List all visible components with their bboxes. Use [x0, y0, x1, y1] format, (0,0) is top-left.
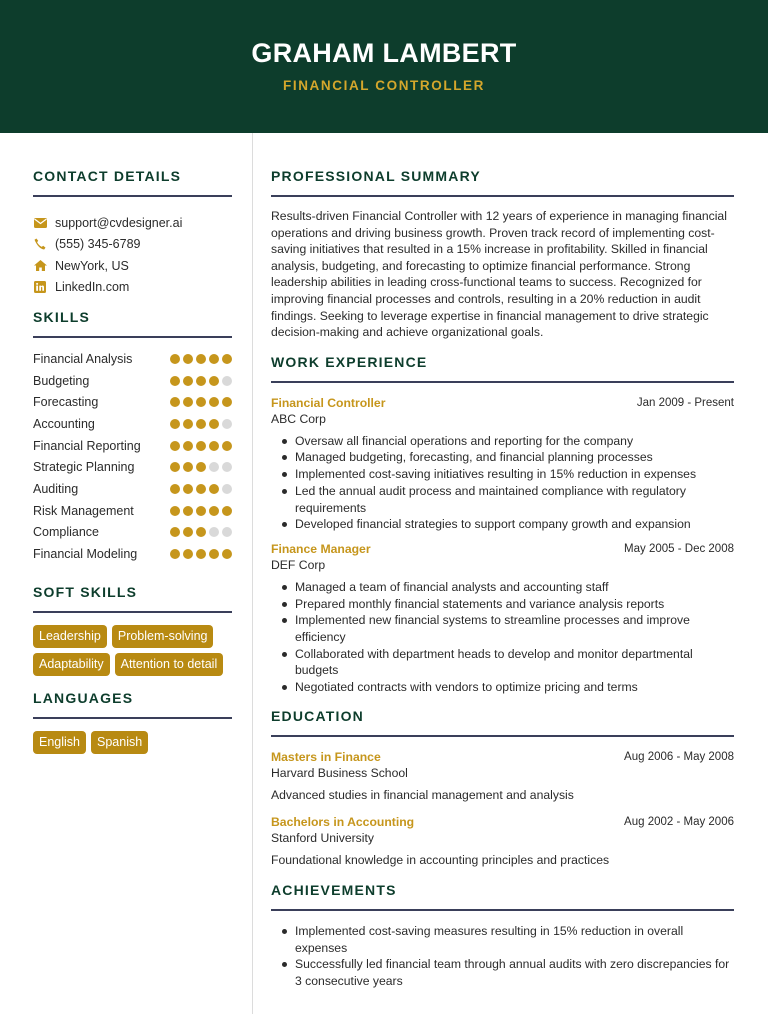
skills-section — [33, 309, 232, 565]
rating-dot-filled — [170, 376, 180, 386]
rating-dot-filled — [170, 506, 180, 516]
skill-row — [33, 522, 232, 544]
section-rule — [33, 717, 232, 719]
experience-title: WORK EXPERIENCE — [271, 353, 428, 370]
education-date: Aug 2002 - May 2006 — [624, 815, 734, 828]
rating-dot-filled — [170, 397, 180, 407]
rating-dot-filled — [209, 397, 219, 407]
email-text: support@cvdesigner.ai — [55, 215, 183, 230]
job-bullets — [279, 579, 734, 696]
skill-rating — [170, 484, 232, 494]
rating-dot-filled — [170, 549, 180, 559]
summary-title: PROFESSIONAL SUMMARY — [271, 168, 481, 184]
education-date: Aug 2006 - May 2008 — [624, 750, 734, 763]
education-title: EDUCATION — [271, 707, 364, 724]
job-bullet: Implemented cost-saving initiatives resulting in 15% reduction in expenses — [279, 466, 734, 483]
rating-dot-filled — [183, 376, 193, 386]
education-header — [271, 749, 734, 765]
summary-section — [271, 168, 734, 341]
skill-rating — [170, 441, 232, 451]
rating-dot-filled — [209, 354, 219, 364]
job-bullets — [279, 433, 734, 533]
job-bullet: Led the annual audit process and maintained compliance with regulatory requirements — [279, 483, 734, 516]
job-title: Finance Manager — [271, 541, 371, 556]
skill-row — [33, 456, 232, 478]
language-tags — [33, 731, 232, 754]
skill-rating — [170, 506, 232, 516]
rating-dot-filled — [183, 462, 193, 472]
rating-dot-filled — [183, 441, 193, 451]
job-date: Jan 2009 - Present — [636, 396, 734, 409]
skill-name: Accounting — [33, 416, 95, 431]
rating-dot-filled — [222, 549, 232, 559]
skill-row — [33, 370, 232, 392]
phone-icon — [33, 237, 47, 251]
job-entry — [271, 395, 734, 533]
job-bullet: Managed budgeting, forecasting, and financial planning processes — [279, 449, 734, 466]
skill-name: Financial Reporting — [33, 438, 141, 453]
summary-text: Results-driven Financial Controller with 12 years of experience in managing financial operations and driving business growth. Proven track record of implementing cost-saving initiatives that resulted in a 15% increase in profitability. Skilled in financial analysis, budgeting, and forecasting to optimize financial performance. Strong leadership abilities in leading cross-functional teams to success. Recognized for improving financial processes and controls, resulting in a 20% reduction in audit findings. Seeking to leverage expertise in financial management to drive strategic decision-making and achieve organizational goals. — [271, 209, 727, 340]
rating-dot-filled — [170, 354, 180, 364]
skill-rating — [170, 397, 232, 407]
rating-dot-filled — [209, 549, 219, 559]
rating-dot-filled — [222, 354, 232, 364]
rating-dot-filled — [222, 397, 232, 407]
degree-title: Masters in Finance — [271, 749, 381, 764]
contact-phone — [33, 234, 232, 256]
skill-name: Risk Management — [33, 503, 134, 518]
rating-dot-empty — [222, 462, 232, 472]
languages-section — [33, 690, 232, 754]
rating-dot-filled — [196, 506, 206, 516]
job-title: Financial Controller — [271, 395, 386, 410]
education-entry — [271, 749, 734, 804]
section-rule — [271, 381, 734, 383]
skill-rating — [170, 419, 232, 429]
achievements-list — [279, 923, 734, 990]
rating-dot-filled — [183, 506, 193, 516]
skill-row — [33, 543, 232, 565]
job-header — [271, 541, 734, 557]
rating-dot-filled — [170, 527, 180, 537]
rating-dot-filled — [196, 419, 206, 429]
rating-dot-empty — [209, 527, 219, 537]
left-column — [33, 133, 232, 754]
section-rule — [271, 195, 734, 197]
skill-row — [33, 348, 232, 370]
skill-name: Financial Modeling — [33, 547, 138, 562]
school-name: Harvard Business School — [271, 765, 408, 780]
rating-dot-filled — [183, 484, 193, 494]
language-tag: English — [33, 731, 86, 754]
rating-dot-empty — [222, 376, 232, 386]
rating-dot-filled — [183, 354, 193, 364]
achievements-section — [271, 882, 734, 990]
resume-header — [0, 0, 768, 133]
skill-name: Strategic Planning — [33, 460, 135, 475]
section-rule — [271, 909, 734, 911]
rating-dot-filled — [209, 484, 219, 494]
skill-rating — [170, 354, 232, 364]
rating-dot-filled — [183, 527, 193, 537]
rating-dot-filled — [196, 441, 206, 451]
skills-list — [33, 348, 232, 565]
job-bullet: Implemented new financial systems to streamline processes and improve efficiency — [279, 612, 734, 645]
skill-row — [33, 478, 232, 500]
job-bullet: Collaborated with department heads to develop and monitor departmental budgets — [279, 646, 734, 679]
rating-dot-filled — [196, 354, 206, 364]
section-rule — [271, 735, 734, 737]
contact-email — [33, 212, 232, 234]
skill-name: Financial Analysis — [33, 351, 133, 366]
skill-row — [33, 391, 232, 413]
rating-dot-filled — [209, 506, 219, 516]
languages-title: LANGUAGES — [33, 689, 134, 706]
language-tag: Spanish — [91, 731, 148, 754]
section-rule — [33, 195, 232, 197]
skill-rating — [170, 527, 232, 537]
envelope-icon — [33, 216, 47, 230]
rating-dot-filled — [170, 441, 180, 451]
education-description: Advanced studies in financial management and analysis — [271, 787, 574, 802]
skill-name: Auditing — [33, 481, 79, 496]
phone-text: (555) 345-6789 — [55, 237, 141, 252]
achievements-title: ACHIEVEMENTS — [271, 881, 397, 898]
skill-row — [33, 435, 232, 457]
rating-dot-filled — [170, 419, 180, 429]
job-bullet: Managed a team of financial analysts and accounting staff — [279, 579, 734, 596]
job-company: ABC Corp — [271, 411, 326, 426]
rating-dot-filled — [222, 506, 232, 516]
job-list — [271, 395, 734, 696]
right-column — [271, 133, 734, 990]
rating-dot-filled — [170, 462, 180, 472]
skill-row — [33, 413, 232, 435]
degree-title: Bachelors in Accounting — [271, 814, 415, 829]
rating-dot-filled — [209, 419, 219, 429]
achievement-item: Implemented cost-saving measures resulting in 15% reduction in overall expenses — [279, 923, 734, 956]
soft-skills-title: SOFT SKILLS — [33, 583, 138, 600]
rating-dot-filled — [183, 419, 193, 429]
rating-dot-empty — [222, 419, 232, 429]
rating-dot-empty — [222, 484, 232, 494]
skill-name: Forecasting — [33, 395, 99, 410]
skill-rating — [170, 549, 232, 559]
rating-dot-filled — [183, 549, 193, 559]
linkedin-text[interactable]: LinkedIn.com — [55, 280, 130, 295]
candidate-name: GRAHAM LAMBERT — [251, 38, 517, 68]
section-rule — [33, 611, 232, 613]
rating-dot-filled — [183, 397, 193, 407]
column-divider — [252, 133, 253, 1014]
skill-name: Budgeting — [33, 373, 90, 388]
achievement-item: Successfully led financial team through annual audits with zero discrepancies for 3 consecutive years — [279, 956, 734, 989]
job-bullet: Negotiated contracts with vendors to optimize pricing and terms — [279, 679, 734, 696]
school-name: Stanford University — [271, 830, 374, 845]
soft-skills-section — [33, 584, 232, 676]
rating-dot-empty — [209, 462, 219, 472]
skill-name: Compliance — [33, 525, 100, 540]
rating-dot-filled — [196, 462, 206, 472]
soft-skills-tags — [33, 625, 232, 676]
candidate-role: FINANCIAL CONTROLLER — [283, 78, 485, 93]
rating-dot-filled — [170, 484, 180, 494]
skill-row — [33, 500, 232, 522]
contact-section — [33, 168, 232, 298]
rating-dot-filled — [196, 484, 206, 494]
job-company: DEF Corp — [271, 557, 326, 572]
home-icon — [33, 259, 47, 273]
contact-title: CONTACT DETAILS — [33, 168, 182, 184]
section-rule — [33, 336, 232, 338]
job-bullet: Developed financial strategies to support company growth and expansion — [279, 516, 734, 533]
rating-dot-filled — [222, 441, 232, 451]
education-list — [271, 749, 734, 869]
education-entry — [271, 814, 734, 869]
rating-dot-filled — [196, 397, 206, 407]
rating-dot-filled — [209, 441, 219, 451]
job-bullet: Prepared monthly financial statements and variance analysis reports — [279, 596, 734, 613]
rating-dot-filled — [209, 376, 219, 386]
rating-dot-empty — [222, 527, 232, 537]
rating-dot-filled — [196, 549, 206, 559]
job-bullet: Oversaw all financial operations and reporting for the company — [279, 433, 734, 450]
skill-rating — [170, 462, 232, 472]
rating-dot-filled — [196, 376, 206, 386]
contact-location — [33, 255, 232, 277]
soft-skill-tag: Adaptability — [33, 653, 110, 676]
education-description: Foundational knowledge in accounting principles and practices — [271, 852, 610, 867]
location-text: NewYork, US — [55, 258, 129, 273]
skill-rating — [170, 376, 232, 386]
education-header — [271, 814, 734, 830]
soft-skill-tag: Attention to detail — [115, 653, 224, 676]
skills-title: SKILLS — [33, 309, 90, 325]
soft-skill-tag: Problem-solving — [112, 625, 214, 648]
rating-dot-filled — [196, 527, 206, 537]
job-date: May 2005 - Dec 2008 — [624, 542, 734, 555]
linkedin-icon — [33, 280, 47, 294]
contact-linkedin[interactable] — [33, 277, 232, 299]
education-section — [271, 708, 734, 869]
soft-skill-tag: Leadership — [33, 625, 107, 648]
experience-section — [271, 354, 734, 696]
job-entry — [271, 541, 734, 696]
job-header — [271, 395, 734, 411]
